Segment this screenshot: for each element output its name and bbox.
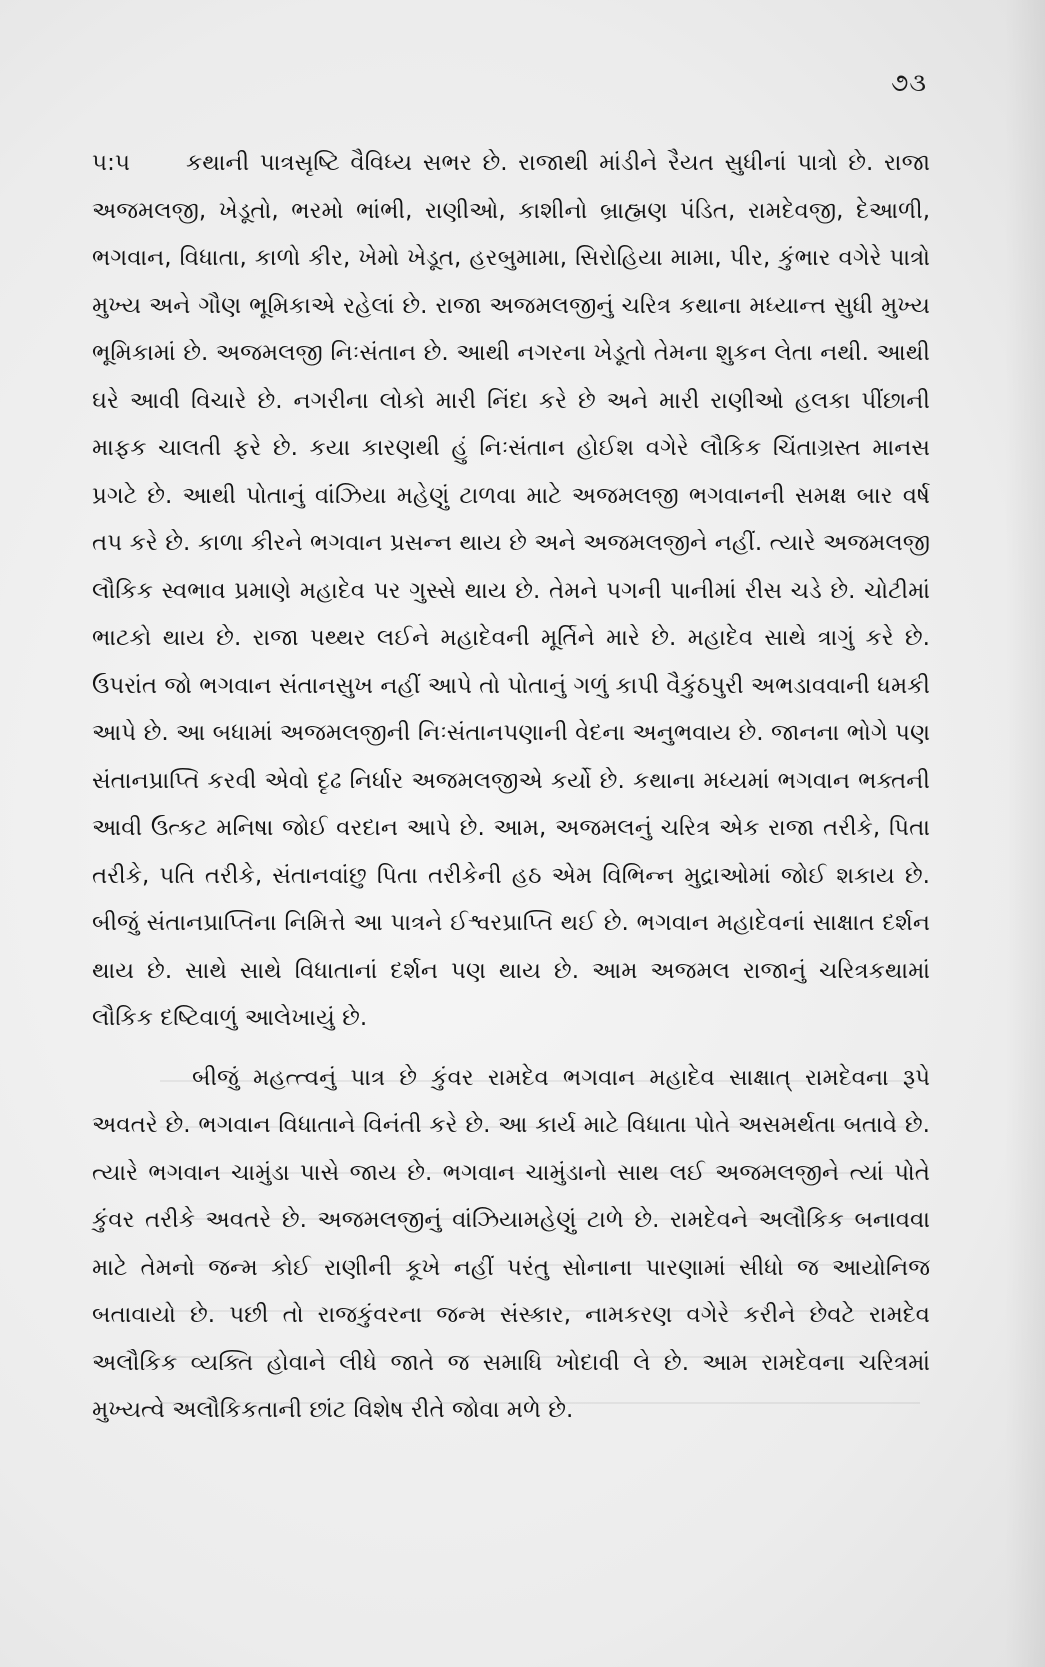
page-number: ૭૩ <box>890 68 927 97</box>
section-number: ૫:૫ <box>92 150 130 176</box>
paragraph-section-5-5 <box>92 140 930 1043</box>
paragraph-ramdev: બીજું મહત્ત્વનું પાત્ર છે કુંવર રામદેવ ભગવાન મહાદેવ સાક્ષાત્ રામદેવના રૂપે અવતરે છે. ભગવાન વિધાતાને વિનંતી કરે છે. આ કાર્ય માટે વિધાતા પોતે અસમર્થતા બતાવે છે. ત્યારે ભગવાન ચામુંડા પાસે જાય છે. ભગવાન ચામુંડાનો સાથ લઈ અજમલજીને ત્યાં પોતે કુંવર તરીકે અવતરે છે. અજમલજીનું વાંઝિયામહેણું ટાળે છે. રામદેવને અલૌકિક બનાવવા માટે તેમનો જન્મ કોઈ રાણીની કૂખે નહીં પરંતુ સોનાના પારણામાં સીધો જ આયોનિજ બતાવાયો છે. પછી તો રાજકુંવરના જન્મ સંસ્કાર, નામકરણ વગેરે કરીને છેવટે રામદેવ અલૌકિક વ્યક્તિ હોવાને લીધે જાતે જ સમાધિ ખોદાવી લે છે. આમ રામદેવના ચરિત્રમાં મુખ્યત્વે અલૌકિકતાની છાંટ વિશેષ રીતે જોવા મળે છે. <box>92 1064 930 1423</box>
page-edge-shadow <box>1005 0 1045 1667</box>
paragraph-text: કથાની પાત્રસૃષ્ટિ વૈવિધ્ય સભર છે. રાજાથી માંડીને રૈયત સુધીનાં પાત્રો છે. રાજા અજમલજી, ખેડૂતો, ભરમો ભાંભી, રાણીઓ, કાશીનો બ્રાહ્મણ પંડિત, રામદેવજી, દેઆળી, ભગવાન, વિધાતા, કાળો કીર, ખેમો ખેડૂત, હરબુમામા, સિરોહિયા મામા, પીર, કુંભાર વગેરે પાત્રો મુખ્ય અને ગૌણ ભૂમિકાએ રહેલાં છે. રાજા અજમલજીનું ચરિત્ર કથાના મધ્યાન્ત સુધી મુખ્ય ભૂમિકામાં છે. અજમલજી નિઃસંતાન છે. આથી નગરના ખેડૂતો તેમના શુકન લેતા નથી. આથી ઘરે આવી વિચારે છે. નગરીના લોકો મારી નિંદા કરે છે અને મારી રાણીઓ હલકા પીંછાની માફક ચાલતી ફરે છે. કયા કારણથી હું નિઃસંતાન હોઈશ વગેરે લૌકિક ચિંતાગ્રસ્ત માનસ પ્રગટે છે. આથી પોતાનું વાંઝિયા મહેણું ટાળવા માટે અજમલજી ભગવાનની સમક્ષ બાર વર્ષ તપ કરે છે. કાળા કીરને ભગવાન પ્રસન્ન થાય છે અને અજમલજીને નહીં. ત્યારે અજમલજી લૌકિક સ્વભાવ પ્રમાણે મહાદેવ પર ગુસ્સે થાય છે. તેમને પગની પાનીમાં રીસ ચડે છે. ચોટીમાં ભાટકો થાય છે. રાજા પથ્થર લઈને મહાદેવની મૂર્તિને મારે છે. મહાદેવ સાથે ત્રાગું કરે છે. ઉપરાંત જો ભગવાન સંતાનસુખ નહીં આપે તો પોતાનું ગળું કાપી વૈકુંઠપુરી અભડાવવાની ધમકી આપે છે. આ બધામાં અજમલજીની નિઃસંતાનપણાની વેદના અનુભવાય છે. જાનના ભોગે પણ સંતાનપ્રાપ્તિ કરવી એવો દૃઢ નિર્ધાર અજમલજીએ કર્યો છે. કથાના મધ્યમાં ભગવાન ભક્તની આવી ઉત્કટ મનિષા જોઈ વરદાન આપે છે. આમ, અજમલનું ચરિત્ર એક રાજા તરીકે, પિતા તરીકે, પતિ તરીકે, સંતાનવાંછુ પિતા તરીકેની હઠ એમ વિભિન્ન મુદ્રાઓમાં જોઈ શકાય છે. બીજું સંતાનપ્રાપ્તિના નિમિત્તે આ પાત્રને ઈશ્વરપ્રાપ્તિ થઈ છે. ભગવાન મહાદેવનાં સાક્ષાત દર્શન થાય છે. સાથે સાથે વિધાતાનાં દર્શન પણ થાય છે. આમ અજમલ રાજાનું ચરિત્રકથામાં લૌકિક દષ્ટિવાળું આલેખાયું છે. <box>92 150 930 1031</box>
body-text <box>92 140 930 1435</box>
